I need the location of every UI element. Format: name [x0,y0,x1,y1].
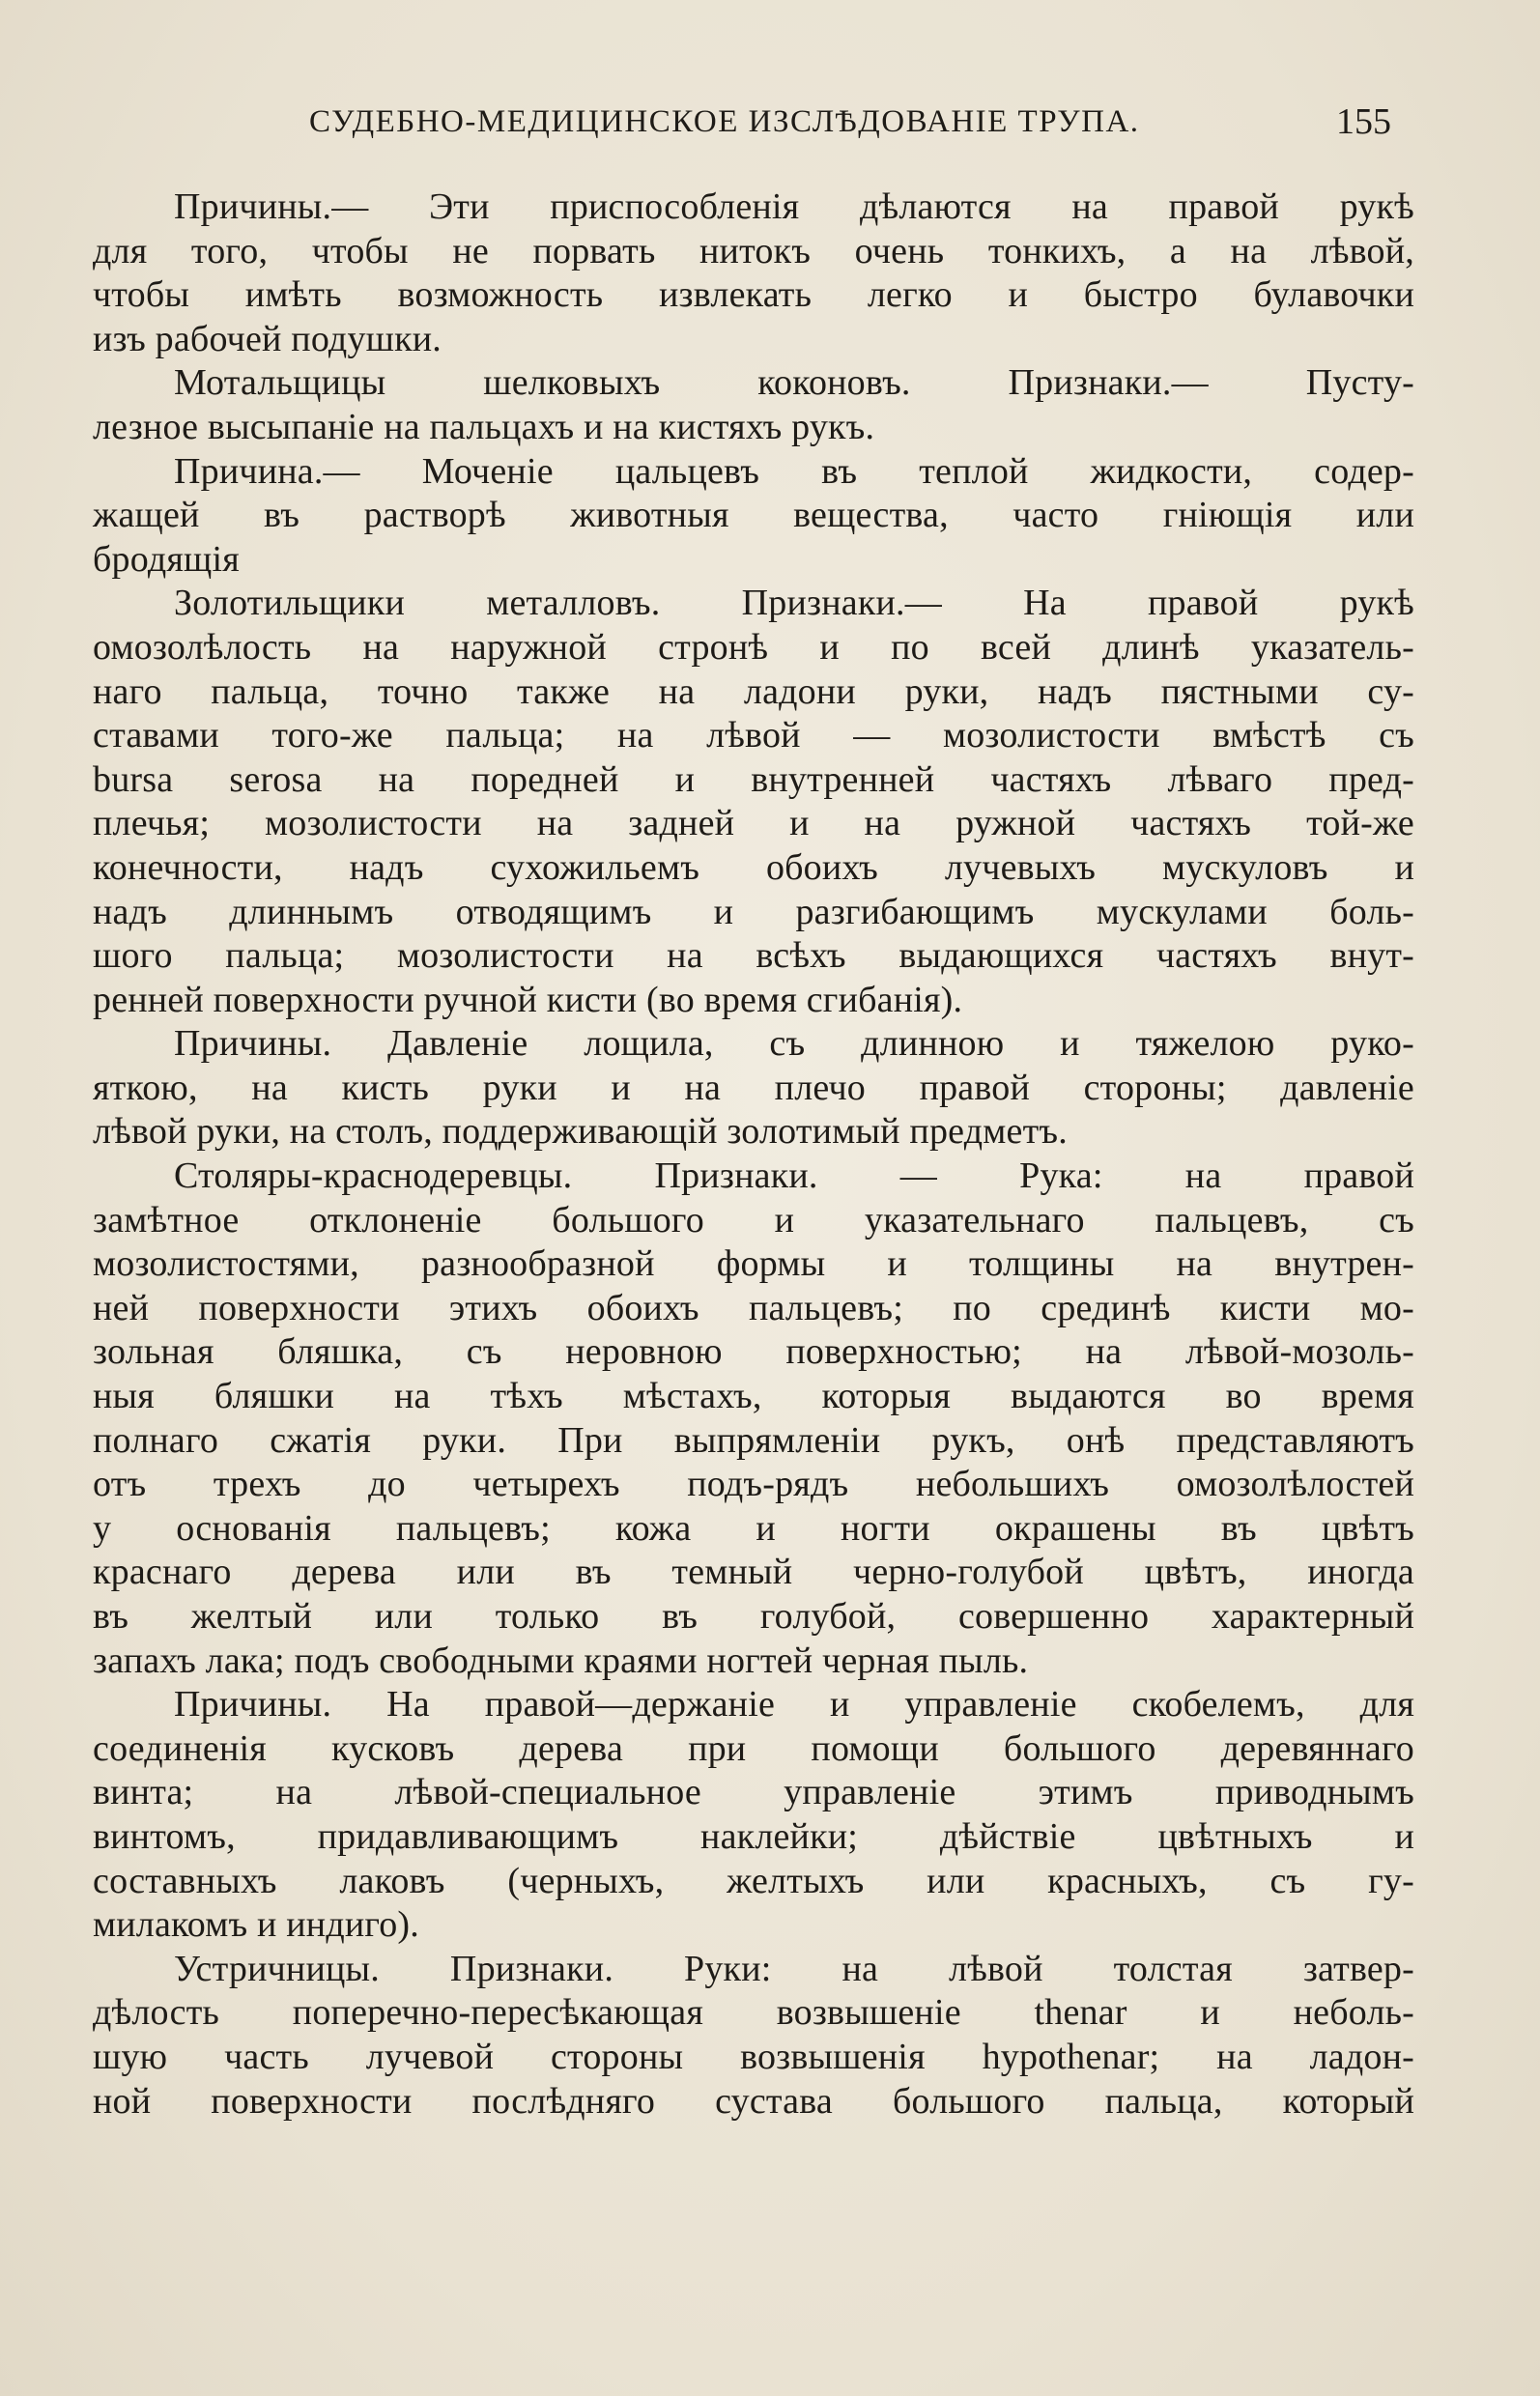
text-line: бродящія [93,538,240,580]
text-line: въ желтый или только въ голубой, совершенно характерный [93,1596,1414,1637]
text-line: ней поверхности этихъ обоихъ пальцевъ; по срединѣ кисти мо- [93,1287,1414,1328]
text-line: Причины. Давленіе лощила, съ длинною и тяжелою руко- [174,1023,1414,1065]
text-line: bursa serosa на поредней и внутренней частяхъ лѣваго пред- [93,758,1414,800]
text-line: Причины. На правой—держаніе и управленіе скобелемъ, для [174,1684,1414,1726]
text-line: яткою, на кисть руки и на плечо правой стороны; давленіе [93,1067,1414,1108]
text-line: ныя бляшки на тѣхъ мѣстахъ, которыя выдаются во время [93,1376,1414,1417]
text-line: омозолѣлость на наружной стронѣ и по всей длинѣ указатель- [93,626,1414,668]
text-line: надъ длиннымъ отводящимъ и разгибающимъ мускулами боль- [93,891,1414,932]
text-line: краснаго дерева или въ темный черно-голубой цвѣтъ, иногда [93,1552,1414,1593]
text-line: винта; на лѣвой-специальное управленіе этимъ приводнымъ [93,1772,1414,1813]
text-line: Устричницы. Признаки. Руки: на лѣвой толстая затвер- [174,1948,1414,1989]
text-line: винтомъ, придавливающимъ наклейки; дѣйствіе цвѣтныхъ и [93,1815,1414,1857]
text-line: отъ трехъ до четырехъ подъ-рядъ небольшихъ омозолѣлостей [93,1464,1414,1505]
text-line: мозолистостями, разнообразной формы и толщины на внутрен- [93,1243,1414,1285]
text-line: лезное высыпаніе на пальцахъ и на кистяхъ рукъ. [93,406,875,447]
text-line: Мотальщицы шелковыхъ коконовъ. Признаки.— Пусту- [174,362,1414,404]
text-line: для того, чтобы не порвать нитокъ очень тонкихъ, а на лѣвой, [93,230,1414,271]
text-line: зольная бляшка, съ неровною поверхностью; на лѣвой-мозоль- [93,1331,1414,1373]
text-line: шого пальца; мозолистости на всѣхъ выдающихся частяхъ внут- [93,935,1414,977]
text-line: конечности, надъ сухожильемъ обоихъ лучевыхъ мускуловъ и [93,846,1414,888]
text-line: Причина.— Моченіе цальцевъ въ теплой жидкости, содер- [174,450,1414,492]
text-line: у основанія пальцевъ; кожа и ногти окрашены въ цвѣтъ [93,1507,1414,1549]
text-line: ной поверхности послѣдняго сустава большого пальца, который [93,2080,1414,2122]
text-line: Причины.— Эти приспособленія дѣлаются на правой рукѣ [174,186,1414,227]
text-line: наго пальца, точно также на ладони руки, надъ пястными су- [93,670,1414,712]
running-title: СУДЕБНО-МЕДИЦИНСКОЕ ИЗСЛѢДОВАНІЕ ТРУПА. [309,104,1140,139]
text-line: замѣтное отклоненіе большого и указательнаго пальцевъ, съ [93,1199,1414,1241]
text-line: плечья; мозолистости на задней и на ружной частяхъ той-же [93,803,1414,844]
text-line: дѣлость поперечно-пересѣкающая возвышеніе thenar и неболь- [93,1992,1414,2034]
text-line: милакомъ и индиго). [93,1904,419,1946]
text-line: составныхъ лаковъ (черныхъ, желтыхъ или красныхъ, съ гу- [93,1860,1414,1901]
text-line: шую часть лучевой стороны возвышенія hypothenar; на ладон- [93,2036,1414,2077]
text-line: жащей въ растворѣ животныя вещества, часто гніющія или [93,495,1414,536]
body-text [93,185,1414,2124]
text-line: полнаго сжатія руки. При выпрямленіи рукъ, онѣ представляютъ [93,1419,1414,1461]
text-line: ренней поверхности ручной кисти (во время сгибанія). [93,979,963,1020]
text-line: чтобы имѣть возможность извлекать легко и быстро булавочки [93,274,1414,316]
text-line: лѣвой руки, на столъ, поддерживающій золотимый предметъ. [93,1111,1068,1153]
text-line: изъ рабочей подушки. [93,318,442,359]
text-line: соединенія кусковъ дерева при помощи большого деревяннаго [93,1727,1414,1769]
page-number: 155 [1336,101,1391,142]
text-line: запахъ лака; подъ свободными краями ногтей черная пыль. [93,1640,1029,1681]
text-line: Столяры-краснодеревцы. Признаки. — Рука: на правой [174,1155,1414,1197]
text-line: Золотильщики металловъ. Признаки.— На правой рукѣ [174,583,1414,624]
text-line: ставами того-же пальца; на лѣвой — мозолистости вмѣстѣ съ [93,715,1414,756]
page-header [309,101,1391,153]
